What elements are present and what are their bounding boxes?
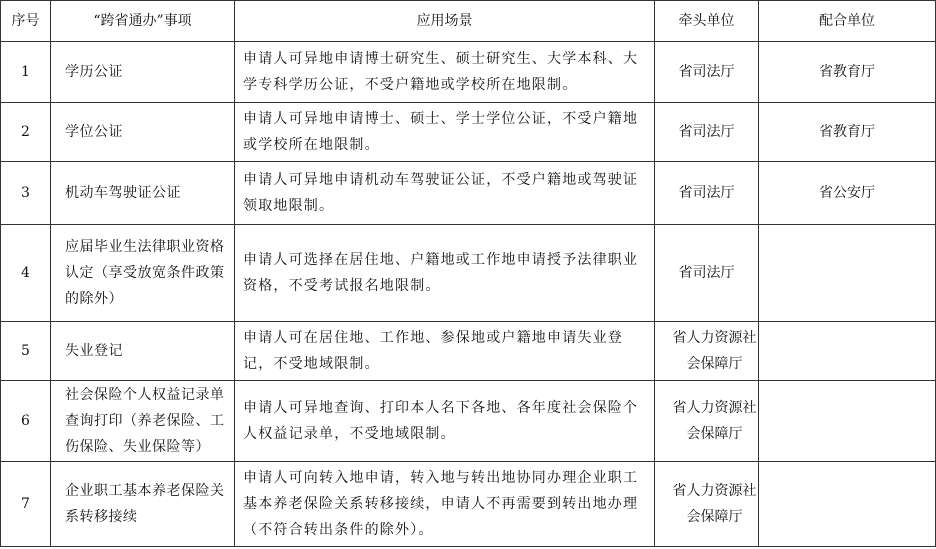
row-scene: 申请人可异地查询、打印本人名下各地、各年度社会保险个人权益记录单，不受地域限制。 [235, 381, 655, 462]
row-item: 学历公证 [51, 42, 235, 103]
row-lead-unit: 省司法厅 [655, 103, 759, 162]
table-row [1, 322, 936, 381]
row-item: 社会保险个人权益记录单查询打印（养老保险、工伤保险、失业保险等） [51, 381, 235, 462]
header-lead: 牵头单位 [655, 1, 759, 42]
row-lead-unit: 省司法厅 [655, 225, 759, 322]
row-scene: 申请人可异地申请博士研究生、硕士研究生、大学本科、大学专科学历公证，不受户籍地或学校所在地限制。 [235, 42, 655, 103]
row-co-unit [759, 381, 936, 462]
row-lead-unit: 省人力资源社会保障厅 [655, 381, 759, 462]
row-number: 7 [1, 462, 51, 547]
row-item: 应届毕业生法律职业资格认定（享受放宽条件政策的除外） [51, 225, 235, 322]
header-item: “跨省通办”事项 [51, 1, 235, 42]
row-number: 5 [1, 322, 51, 381]
row-co-unit [759, 322, 936, 381]
row-item: 失业登记 [51, 322, 235, 381]
row-lead-unit: 省司法厅 [655, 162, 759, 225]
row-number: 1 [1, 42, 51, 103]
header-seq: 序号 [1, 1, 51, 42]
row-co-unit [759, 225, 936, 322]
row-scene: 申请人可选择在居住地、户籍地或工作地申请授予法律职业资格，不受考试报名地限制。 [235, 225, 655, 322]
row-number: 4 [1, 225, 51, 322]
row-lead-unit: 省人力资源社会保障厅 [655, 322, 759, 381]
header-co: 配合单位 [759, 1, 936, 42]
table-row [1, 162, 936, 225]
row-item: 企业职工基本养老保险关系转移接续 [51, 462, 235, 547]
table-row [1, 381, 936, 462]
row-number: 3 [1, 162, 51, 225]
table-row [1, 42, 936, 103]
row-item: 机动车驾驶证公证 [51, 162, 235, 225]
row-scene: 申请人可向转入地申请，转入地与转出地协同办理企业职工基本养老保险关系转移接续，申请人不再需要到转出地办理（不符合转出条件的除外）。 [235, 462, 655, 547]
row-scene: 申请人可在居住地、工作地、参保地或户籍地申请失业登记，不受地域限制。 [235, 322, 655, 381]
row-lead-unit: 省司法厅 [655, 42, 759, 103]
table-row [1, 462, 936, 547]
row-co-unit [759, 462, 936, 547]
row-item: 学位公证 [51, 103, 235, 162]
row-co-unit: 省教育厅 [759, 103, 936, 162]
row-scene: 申请人可异地申请机动车驾驶证公证，不受户籍地或驾驶证领取地限制。 [235, 162, 655, 225]
row-number: 2 [1, 103, 51, 162]
row-number: 6 [1, 381, 51, 462]
row-lead-unit: 省人力资源社会保障厅 [655, 462, 759, 547]
table-row [1, 225, 936, 322]
row-scene: 申请人可异地申请博士、硕士、学士学位公证，不受户籍地或学校所在地限制。 [235, 103, 655, 162]
header-scene: 应用场景 [235, 1, 655, 42]
table-header-row [1, 1, 936, 42]
table-row [1, 103, 936, 162]
row-co-unit: 省教育厅 [759, 42, 936, 103]
row-co-unit: 省公安厅 [759, 162, 936, 225]
